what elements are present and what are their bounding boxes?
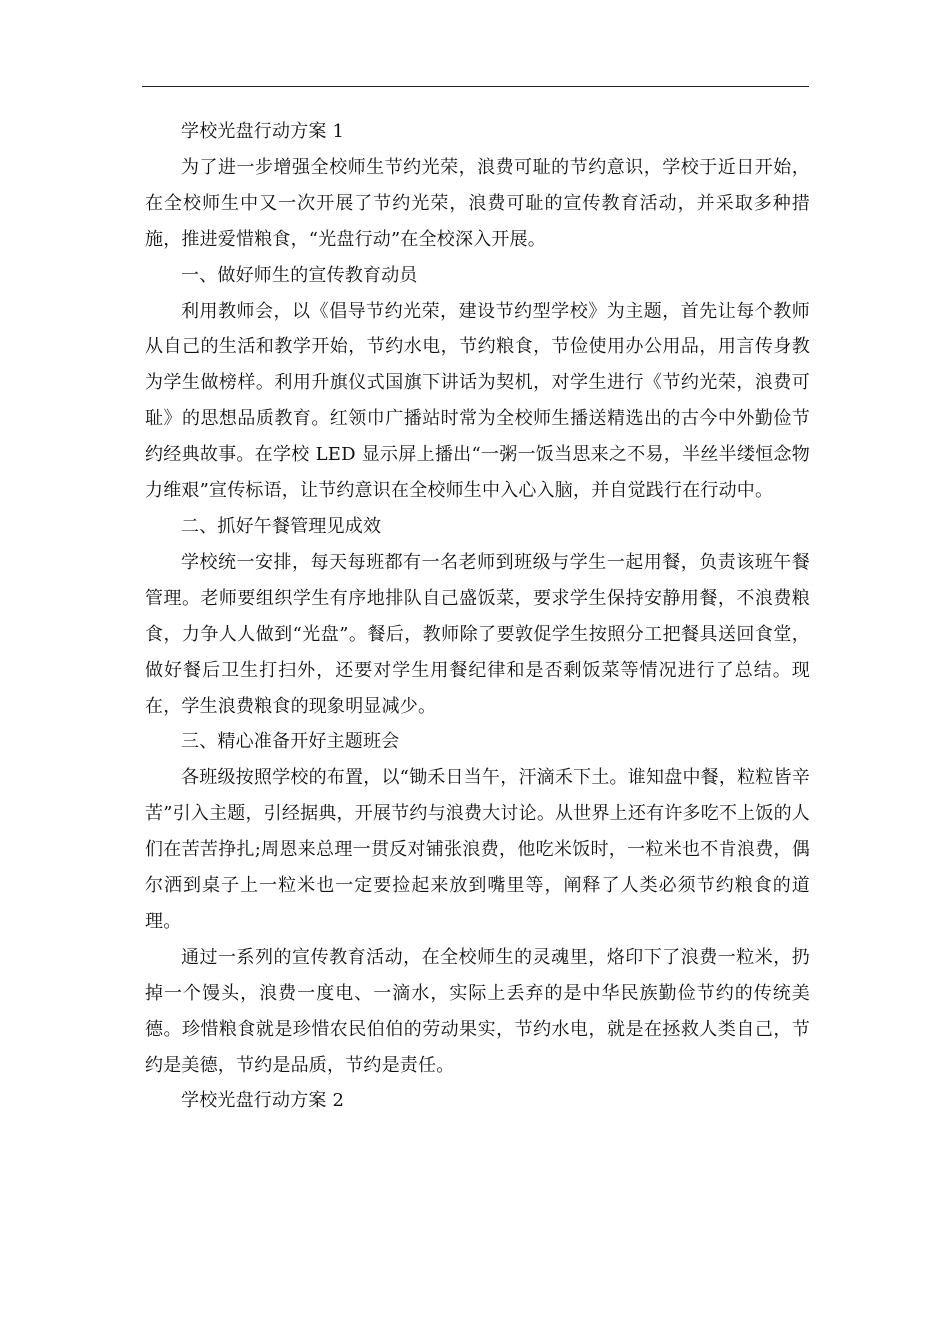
document-body [145, 114, 810, 1119]
heading-section-2: 二、抓好午餐管理见成效 [181, 515, 382, 537]
paragraph-section-2: 学校统一安排，每天每班都有一名老师到班级与学生一起用餐，负责该班午餐管理。老师要组织学生有序地排队自己盛饭菜，要求学生保持安静用餐，不浪费粮食，力争人人做到“光盘”。餐后，教师除了要敦促学生按照分工把餐具送回食堂，做好餐后卫生打扫外，还要对学生用餐纪律和是否剩饭菜等情况进行了总结。现在，学生浪费粮食的现象明显减少。 [145, 551, 810, 717]
paragraph-conclusion: 通过一系列的宣传教育活动，在全校师生的灵魂里，烙印下了浪费一粒米，扔掉一个馒头，浪费一度电、一滴水，实际上丢弃的是中华民族勤俭节约的传统美德。珍惜粮食就是珍惜农民伯伯的劳动果实，节约水电，就是在拯救人类自己，节约是美德，节约是品质，节约是责任。 [145, 946, 810, 1076]
heading-section-3: 三、精心准备开好主题班会 [181, 731, 400, 753]
paragraph-section-1: 利用教师会，以《倡导节约光荣，建设节约型学校》为主题，首先让每个教师从自己的生活和教学开始，节约水电，节约粮食，节俭使用办公用品，用言传身教为学生做榜样。利用升旗仪式国旗下讲话为契机，对学生进行《节约光荣，浪费可耻》的思想品质教育。红领巾广播站时常为全校师生播送精选出的古今中外勤俭节约经典故事。在学校 LED 显示屏上播出“一粥一饭当思来之不易，半丝半缕恒念物力维艰”宣传标语，让节约意识在全校师生中入心入脑，并自觉践行在行动中。 [145, 300, 810, 502]
header-rule [142, 86, 809, 87]
section-title-plan-2: 学校光盘行动方案 2 [181, 1090, 345, 1112]
section-title-plan-1: 学校光盘行动方案 1 [181, 121, 345, 142]
heading-section-1: 一、做好师生的宣传教育动员 [181, 264, 418, 286]
paragraph-section-3: 各班级按照学校的布置，以“锄禾日当午，汗滴禾下土。谁知盘中餐，粒粒皆辛苦”引入主题，引经据典，开展节约与浪费大讨论。从世界上还有许多吃不上饭的人们在苦苦挣扎;周恩来总理一贯反对铺张浪费，他吃米饭时，一粒米也不肯浪费，偶尔洒到桌子上一粒米也一定要捡起来放到嘴里等，阐释了人类必须节约粮食的道理。 [145, 767, 810, 932]
paragraph-intro: 为了进一步增强全校师生节约光荣，浪费可耻的节约意识，学校于近日开始，在全校师生中又一次开展了节约光荣，浪费可耻的宣传教育活动，并采取多种措施，推进爱惜粮食，“光盘行动”在全校深入开展。 [145, 156, 810, 250]
